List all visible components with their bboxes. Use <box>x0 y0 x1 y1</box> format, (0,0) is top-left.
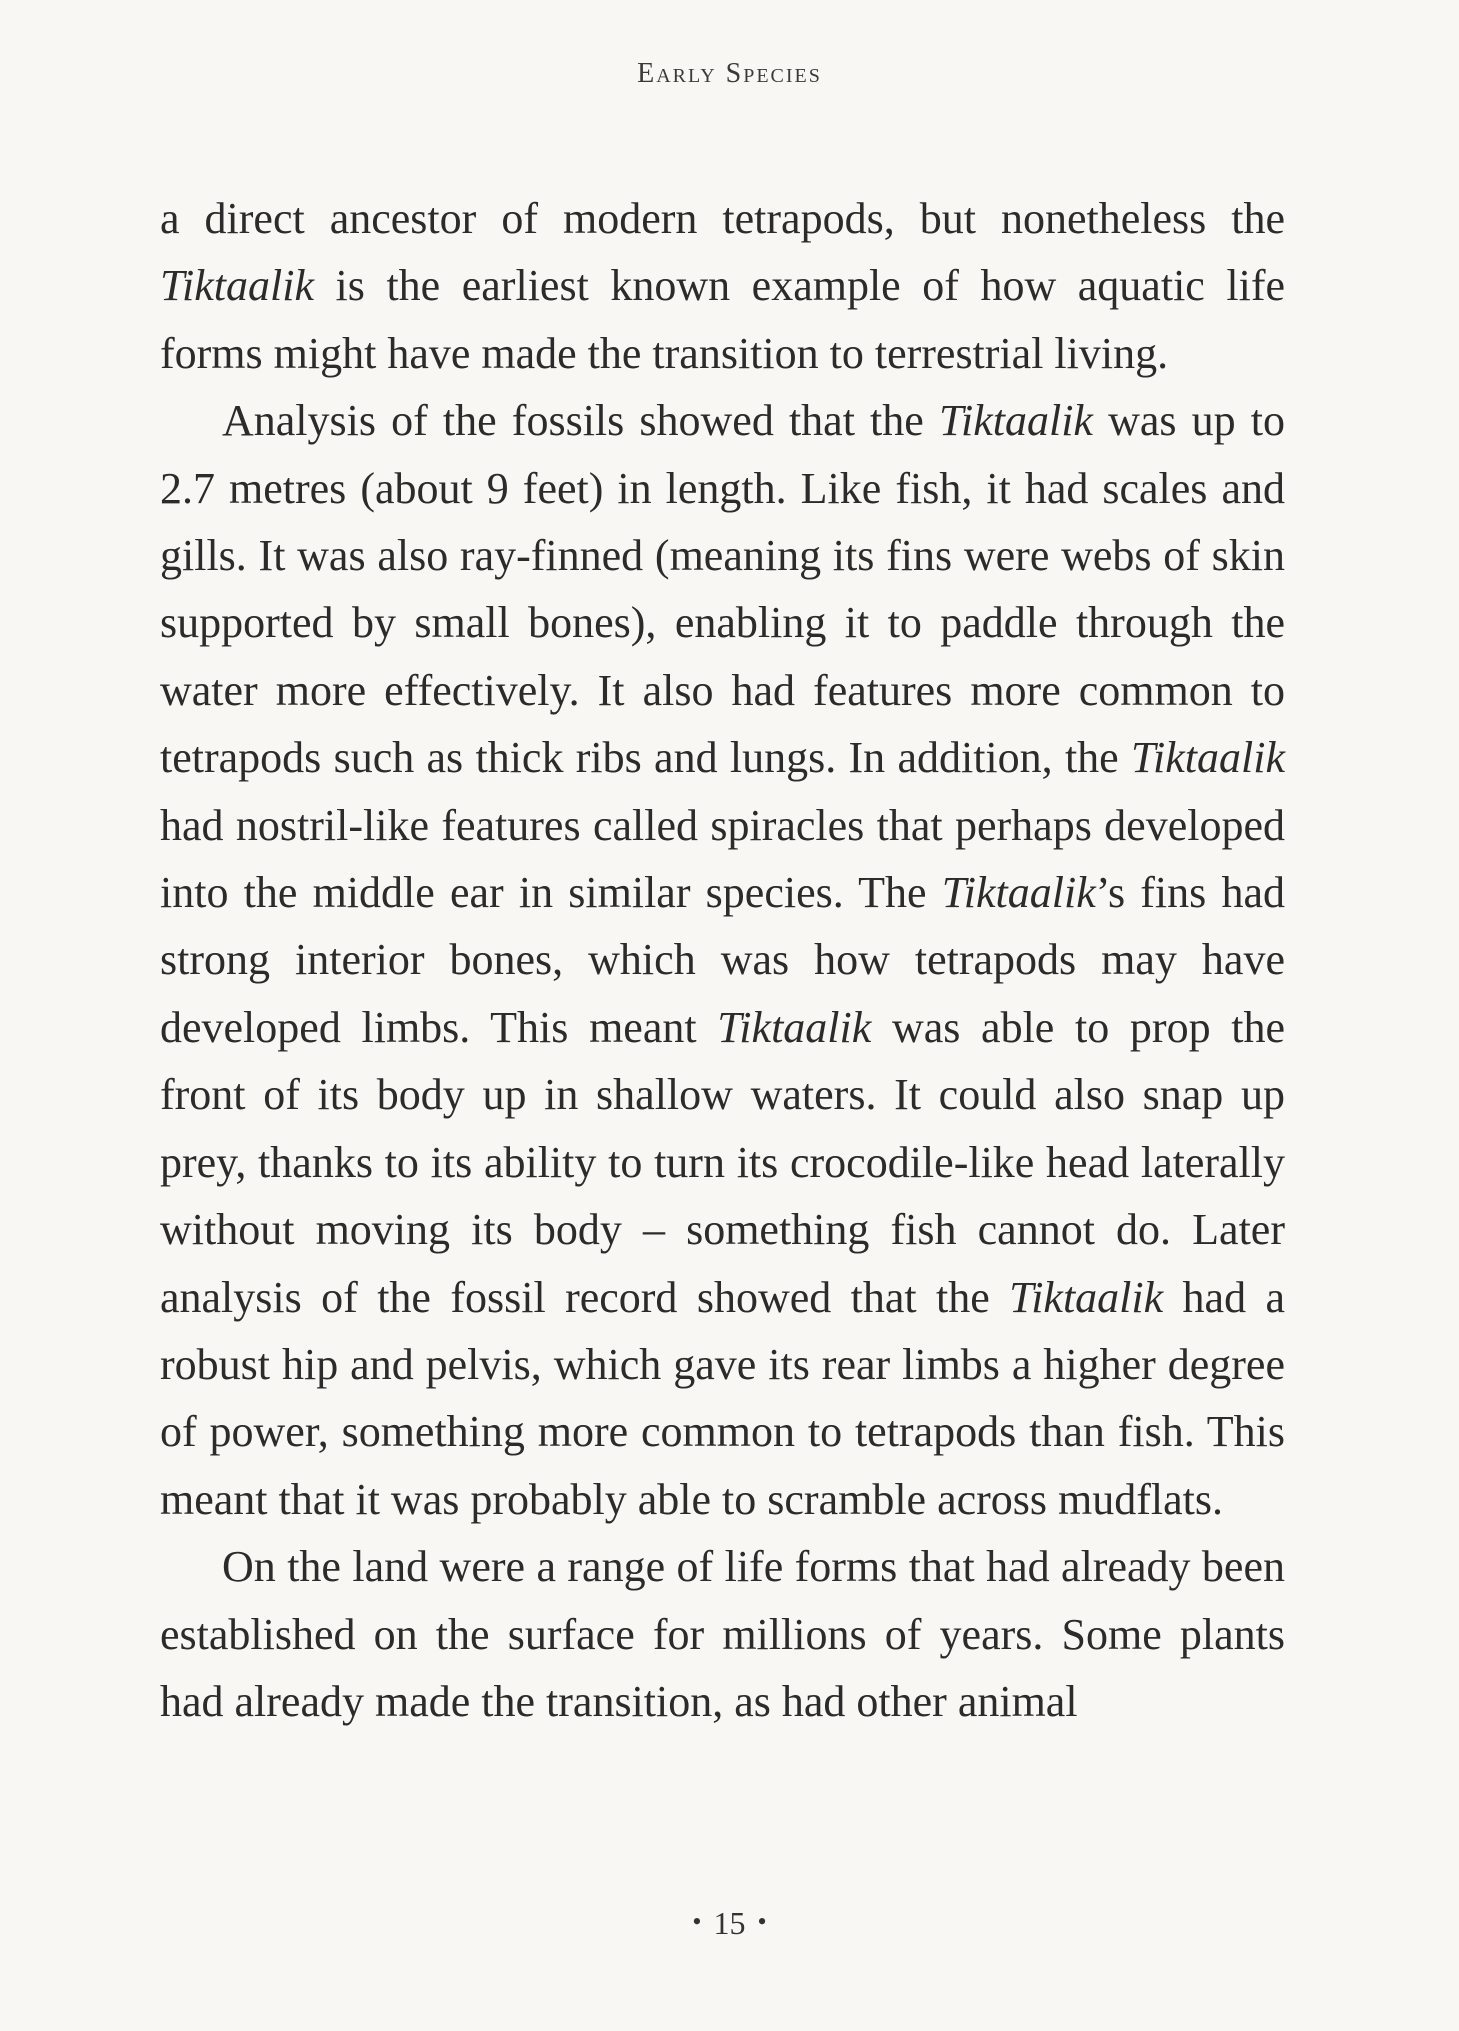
ornament-right: • <box>757 1907 767 1936</box>
species-name-italic: Tiktaalik <box>941 868 1096 918</box>
page-number: 15 <box>713 1905 746 1941</box>
running-head: Early Species <box>637 58 822 89</box>
species-name-italic: Tiktaalik <box>1009 1272 1164 1322</box>
species-name-italic: Tiktaalik <box>938 396 1093 446</box>
paragraph-2 <box>160 387 1285 1533</box>
text-run: was able to prop the front of its body up in shallow waters. It could also snap up prey, thanks to its ability to turn its crocodile-like head laterally without moving its body – something fish cannot do. Later analysis of the fossil record showed that the <box>160 1002 1286 1322</box>
text-run: Analysis of the fossils showed that the <box>222 396 939 446</box>
species-name-italic: Tiktaalik <box>160 261 314 311</box>
paragraph-3 <box>160 1533 1285 1735</box>
text-run: was up to 2.7 metres (about 9 feet) in length. Like fish, it had scales and gills. It was also ray-finned (meaning its fins were webs of skin supported by small bones), enabling it to paddle through the water more effectively. It also had features more common to tetrapods such as thick ribs and lungs. In addition, the <box>160 396 1285 783</box>
body-text <box>160 185 1285 1735</box>
text-run: a direct ancestor of modern tetrapods, but nonetheless the <box>160 194 1285 243</box>
text-run: had nostril-like features called spiracles that perhaps developed into the middle ear in similar species. The <box>160 800 1285 918</box>
species-name-italic: Tiktaalik <box>1131 733 1285 783</box>
text-run: is the earliest known example of how aquatic life forms might have made the transition to terrestrial living. <box>160 261 1285 378</box>
paragraph-1 <box>160 185 1285 387</box>
ornament-left: • <box>692 1907 702 1936</box>
text-run: had a robust hip and pelvis, which gave its rear limbs a higher degree of power, something more common to tetrapods than fish. This meant that it was probably able to scramble across mudflats. <box>160 1272 1285 1524</box>
text-run: ’s fins had strong interior bones, which was how tetrapods may have developed limbs. This meant <box>160 868 1285 1052</box>
page-number-footer <box>0 1905 1459 1942</box>
species-name-italic: Tiktaalik <box>717 1002 872 1052</box>
text-run: On the land were a range of life forms that had already been established on the surface for millions of years. Some plants had already made the transition, as had other animal <box>160 1542 1285 1726</box>
